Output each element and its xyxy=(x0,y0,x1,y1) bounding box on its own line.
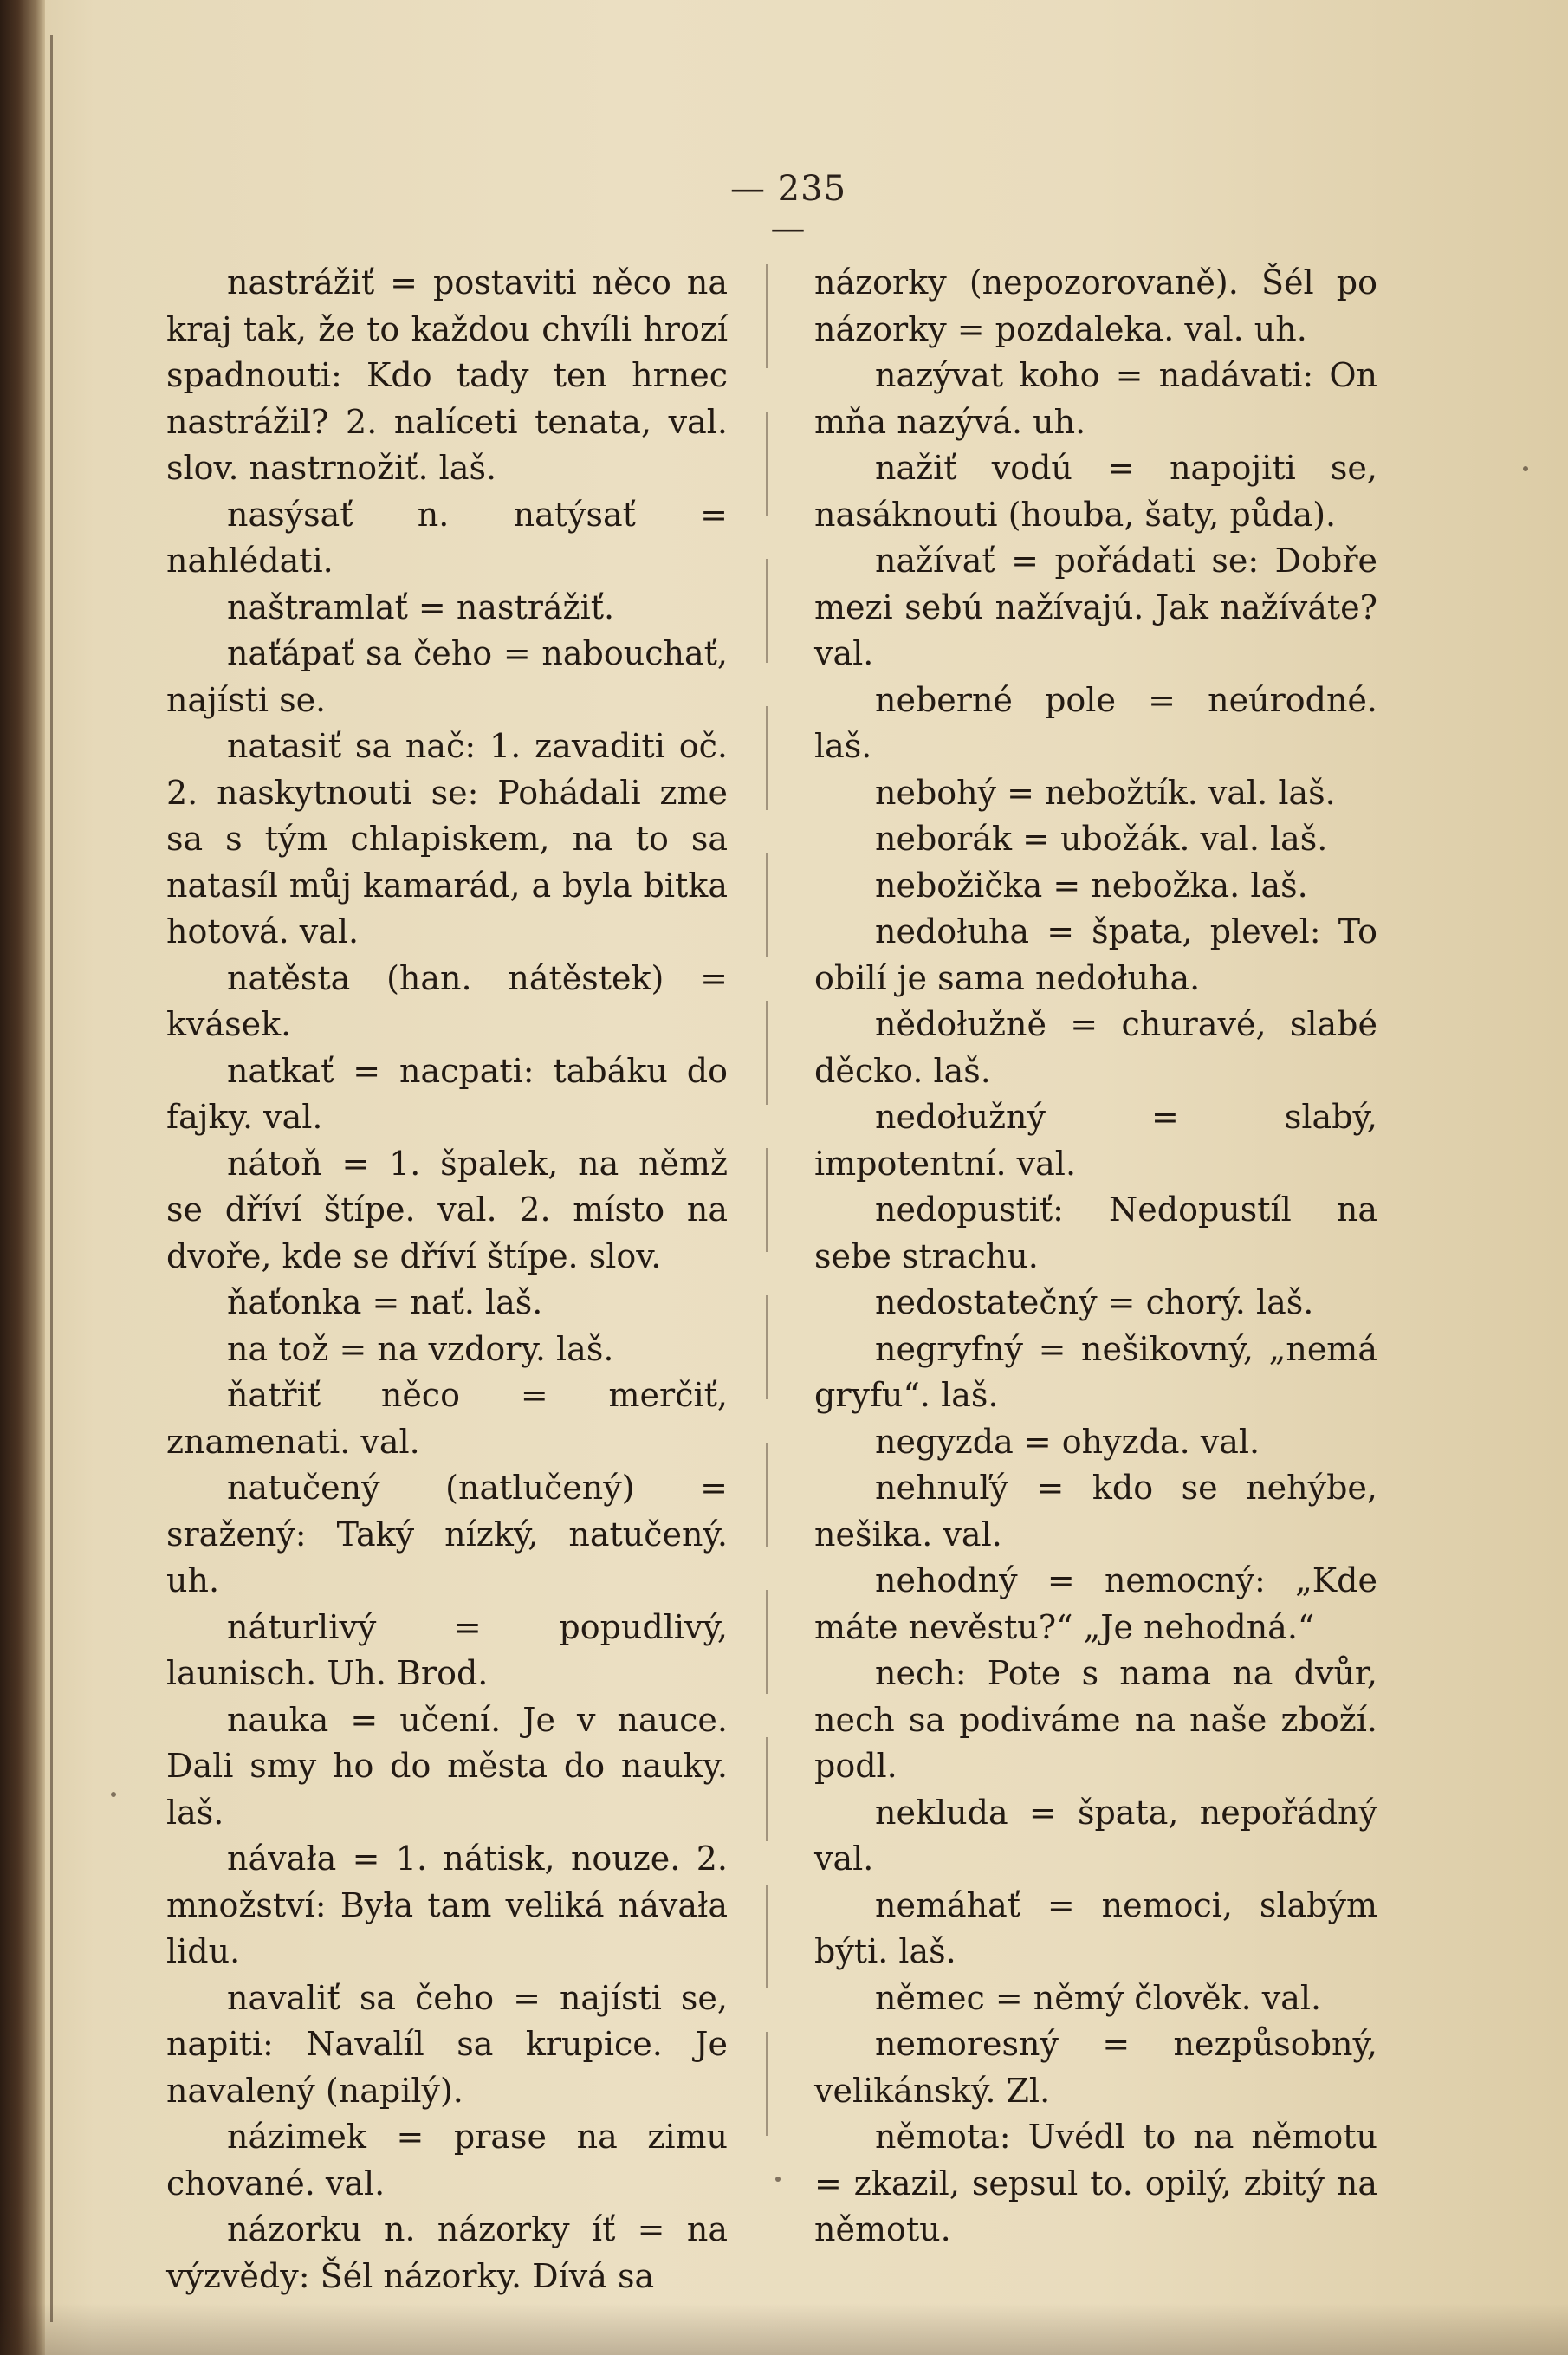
dictionary-entry: natasiť sa nač: 1. zavaditi oč. 2. naskytnouti se: Pohádali zme sa s tým chlapiskem, na to sa natasíl můj kamarád, a byla bitka hotová. val. xyxy=(166,727,728,950)
column-divider xyxy=(766,264,768,2153)
dictionary-entry: naštramlať = nastrážiť. xyxy=(227,587,615,626)
dictionary-entry: na tož = na vzdory. laš. xyxy=(227,1329,614,1368)
dictionary-entry: nedołužný = slabý, impotentní. val. xyxy=(814,1098,1377,1183)
dictionary-entry: navaliť sa čeho = najísti se, napiti: Navalíl sa krupice. Je navalený (napilý). xyxy=(166,1978,728,2110)
right-column xyxy=(814,260,1377,2254)
binding-edge-line xyxy=(50,35,53,2322)
dictionary-entry: nebožička = nebožka. laš. xyxy=(875,866,1308,905)
dictionary-entry: natěsta (han. nátěstek) = kvásek. xyxy=(166,958,728,1043)
dictionary-entry-continued: názorky (nepozorovaně). Šél po názorky = pozdaleka. val. uh. xyxy=(814,263,1377,348)
dictionary-entry: neborák = ubožák. val. laš. xyxy=(875,820,1328,858)
dictionary-entry: názorku n. názorky íť = na výzvědy: Šél názorky. Dívá sa xyxy=(166,2210,728,2295)
dictionary-entry: naťápať sa čeho = nabouchať, najísti se. xyxy=(166,634,728,719)
dictionary-entry: nech: Pote s nama na dvůr, nech sa podiváme na naše zboží. podl. xyxy=(814,1654,1377,1785)
dictionary-entry: návała = 1. nátisk, nouze. 2. množství: Była tam veliká návała lidu. xyxy=(166,1839,728,1970)
dictionary-entry: ňatřiť něco = merčiť, znamenati. val. xyxy=(166,1376,728,1461)
dictionary-entry: negryfný = nešikovný, „nemá gryfu“. laš. xyxy=(814,1329,1377,1414)
dictionary-entry: nazývat koho = nadávati: On mňa nazývá. uh. xyxy=(814,356,1377,441)
dictionary-entry: náturlivý = popudlivý, launisch. Uh. Brod. xyxy=(166,1607,728,1692)
dictionary-entry: nauka = učení. Je v nauce. Dali smy ho do města do nauky. laš. xyxy=(166,1700,728,1832)
dictionary-entry: nebohý = nebožtík. val. laš. xyxy=(875,773,1336,812)
dictionary-entry: nekluda = špata, nepořádný val. xyxy=(814,1793,1377,1878)
dictionary-entry: nedołuha = špata, plevel: To obilí je sama nedołuha. xyxy=(814,912,1377,997)
dictionary-entry: nehodný = nemocný: „Kde máte nevěstu?“ „Je nehodná.“ xyxy=(814,1561,1377,1646)
dictionary-entry: nemáhať = nemoci, slabým býti. laš. xyxy=(814,1885,1377,1970)
dictionary-entry: negyzda = ohyzda. val. xyxy=(875,1422,1260,1461)
dictionary-entry: natkať = nacpati: tabáku do fajky. val. xyxy=(166,1051,728,1136)
dictionary-entry: nehnuľý = kdo se nehýbe, nešika. val. xyxy=(814,1469,1377,1554)
dictionary-entry: nedostatečný = chorý. laš. xyxy=(875,1283,1314,1321)
dictionary-entry: názimek = prase na zimu chované. val. xyxy=(166,2118,728,2203)
dictionary-entry: nátoň = 1. špalek, na němž se dříví štípe. val. 2. místo na dvoře, kde se dříví štípe. slov. xyxy=(166,1144,728,1275)
dictionary-entry: němota: Uvédl to na němotu = zkazil, sepsul to. opilý, zbitý na němotu. xyxy=(814,2118,1377,2248)
dictionary-entry: nemoresný = nezpůsobný, velikánský. Zl. xyxy=(814,2025,1377,2110)
left-column xyxy=(166,260,728,2300)
paper-speck xyxy=(1523,466,1528,471)
dictionary-entry: nažiť vodú = napojiti se, nasáknouti (houba, šaty, půda). xyxy=(814,449,1377,534)
dictionary-entry: neberné pole = neúrodné. laš. xyxy=(814,680,1377,765)
dictionary-entry: ňaťonka = nať. laš. xyxy=(227,1283,543,1321)
dictionary-entry: natučený (natlučený) = sražený: Taký nízký, natučený. uh. xyxy=(166,1469,728,1599)
dictionary-entry: nasýsať n. natýsať = nahlédati. xyxy=(166,495,728,580)
dictionary-entry: nedopustiť: Nedopustíl na sebe strachu. xyxy=(814,1190,1377,1275)
dictionary-entry: nastrážiť = postaviti něco na kraj tak, že to každou chvíli hrozí spadnouti: Kdo tady ten hrnec nastrážil? 2. nalíceti tenata, val. slov. nastrnožiť. laš. xyxy=(166,263,728,487)
paper-speck xyxy=(775,2177,781,2182)
book-binding xyxy=(0,0,45,2355)
paper-speck xyxy=(111,1792,116,1797)
dictionary-entry: nažívať = pořádati se: Dobře mezi sebú nažívajú. Jak nažíváte? val. xyxy=(814,542,1377,672)
page-number: — 235 — xyxy=(729,169,847,249)
dictionary-entry: nědołužně = churavé, slabé děcko. laš. xyxy=(814,1005,1377,1090)
page-bottom-shadow xyxy=(0,2303,1568,2355)
dictionary-entry: němec = němý člověk. val. xyxy=(875,1978,1322,2017)
